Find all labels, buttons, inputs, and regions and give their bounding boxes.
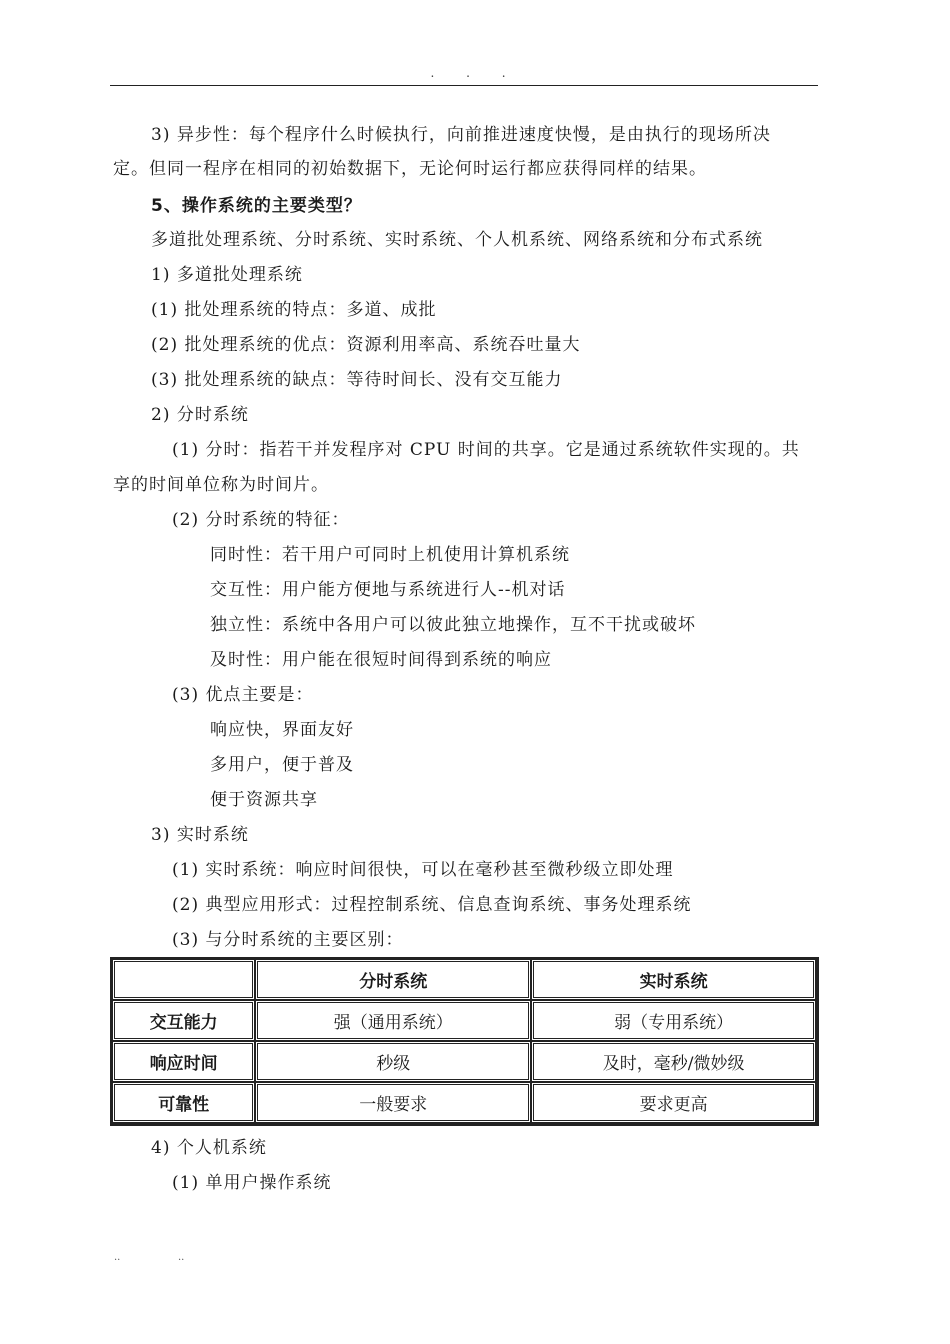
table-header-cell: 实时系统 bbox=[531, 959, 816, 1000]
table-header-cell bbox=[112, 959, 255, 1000]
paragraph-line: 享的时间单位称为时间片。 bbox=[113, 475, 329, 495]
paragraph-line: (1) 分时：指若干并发程序对 CPU 时间的共享。它是通过系统软件实现的。共 bbox=[172, 440, 800, 460]
table-cell: 秒级 bbox=[255, 1041, 531, 1082]
subheading-line: 3) 实时系统 bbox=[151, 825, 249, 845]
table-cell: 弱（专用系统） bbox=[531, 1000, 816, 1041]
header-dots: . . . bbox=[430, 66, 520, 80]
list-item: 同时性：若干用户可同时上机使用计算机系统 bbox=[210, 545, 570, 565]
list-item: (1) 单用户操作系统 bbox=[172, 1173, 332, 1193]
paragraph-line: 定。但同一程序在相同的初始数据下，无论何时运行都应获得同样的结果。 bbox=[113, 159, 707, 179]
comparison-table bbox=[110, 957, 819, 1126]
table-cell: 及时，毫秒/微妙级 bbox=[531, 1041, 816, 1082]
list-item: (3) 批处理系统的缺点：等待时间长、没有交互能力 bbox=[151, 370, 563, 390]
table-cell: 一般要求 bbox=[255, 1082, 531, 1123]
list-item: 及时性：用户能在很短时间得到系统的响应 bbox=[210, 650, 552, 670]
table-row bbox=[112, 1000, 816, 1041]
table-header-cell: 分时系统 bbox=[255, 959, 531, 1000]
subheading-line: 4) 个人机系统 bbox=[151, 1138, 267, 1158]
subheading-line: 2) 分时系统 bbox=[151, 405, 249, 425]
footer-mark-right: .. bbox=[178, 1252, 185, 1263]
table-row-label: 响应时间 bbox=[112, 1041, 255, 1082]
list-item: 便于资源共享 bbox=[210, 790, 318, 810]
table-row bbox=[112, 1082, 816, 1123]
table-header-row bbox=[112, 959, 816, 1000]
subheading-line: 1) 多道批处理系统 bbox=[151, 265, 303, 285]
section-heading: 5、操作系统的主要类型？ bbox=[151, 196, 362, 216]
list-item: (3) 优点主要是： bbox=[172, 685, 314, 705]
list-item: 多用户，便于普及 bbox=[210, 755, 354, 775]
paragraph-line: 多道批处理系统、分时系统、实时系统、个人机系统、网络系统和分布式系统 bbox=[151, 230, 763, 250]
table-row-label: 可靠性 bbox=[112, 1082, 255, 1123]
list-item: (1) 实时系统：响应时间很快，可以在毫秒甚至微秒级立即处理 bbox=[172, 860, 674, 880]
table-row-label: 交互能力 bbox=[112, 1000, 255, 1041]
list-item: (2) 批处理系统的优点：资源利用率高、系统吞吐量大 bbox=[151, 335, 581, 355]
list-item: (2) 典型应用形式：过程控制系统、信息查询系统、事务处理系统 bbox=[172, 895, 692, 915]
list-item: 独立性：系统中各用户可以彼此独立地操作，互不干扰或破坏 bbox=[210, 615, 696, 635]
table-cell: 要求更高 bbox=[531, 1082, 816, 1123]
header-rule bbox=[110, 85, 818, 86]
list-item: (3) 与分时系统的主要区别： bbox=[172, 930, 404, 950]
table-row bbox=[112, 1041, 816, 1082]
list-item: (2) 分时系统的特征： bbox=[172, 510, 350, 530]
list-item: 响应快，界面友好 bbox=[210, 720, 354, 740]
list-item: 交互性：用户能方便地与系统进行人--机对话 bbox=[210, 580, 566, 600]
paragraph-line: 3) 异步性：每个程序什么时候执行，向前推进速度快慢，是由执行的现场所决 bbox=[151, 125, 771, 145]
table-cell: 强（通用系统） bbox=[255, 1000, 531, 1041]
list-item: (1) 批处理系统的特点：多道、成批 bbox=[151, 300, 437, 320]
footer-mark-left: .. bbox=[114, 1252, 121, 1263]
